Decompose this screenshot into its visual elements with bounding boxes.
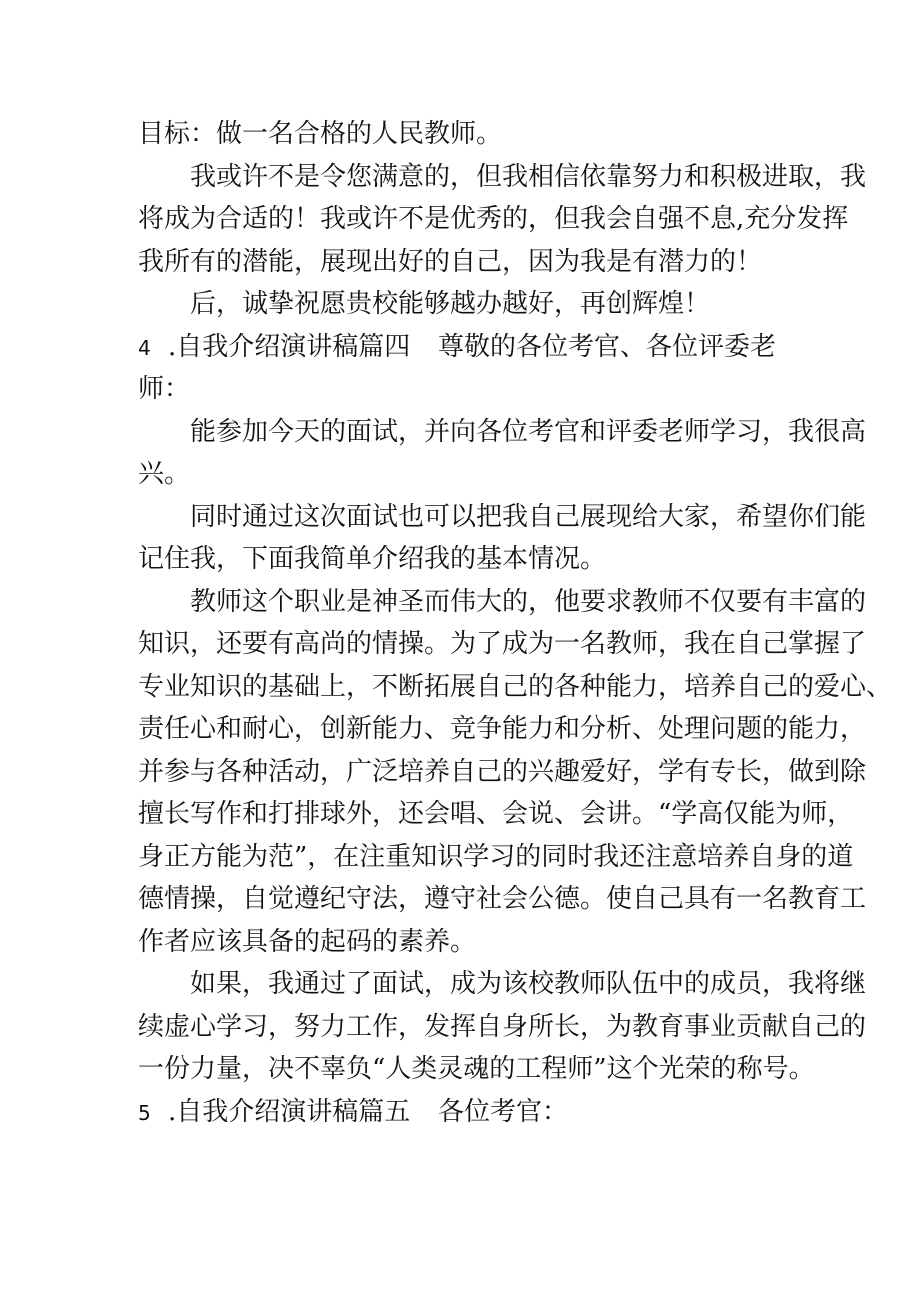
paragraph-line: 如果，我通过了面试，成为该校教师队伍中的成员，我将继: [190, 969, 867, 999]
paragraph-line: 同时通过这次面试也可以把我自己展现给大家，希望你们能: [190, 501, 867, 532]
section-heading-5: [138, 1091, 788, 1134]
paragraph-line: 我所有的潜能，展现出好的自己，因为我是有潜力的！: [138, 246, 763, 277]
section-number: 5: [138, 1100, 151, 1125]
paragraph-line: 记住我，下面我简单介绍我的基本情况。: [138, 544, 607, 574]
paragraph-line: 我或许不是令您满意的，但我相信依靠努力和积极进取，我: [190, 161, 867, 192]
paragraph-line: 德情操，自觉遵纪守法，遵守社会公德。使自己具有一名教育工: [138, 884, 867, 914]
paragraph-line: 身正方能为范”，在注重知识学习的同时我还注意培养自身的道: [138, 841, 854, 872]
paragraph-line: 续虚心学习，努力工作，发挥自身所长，为教育事业贡献自己的: [138, 1011, 867, 1042]
section-salutation: 各位考官：: [438, 1096, 569, 1127]
paragraph-line: 将成为合适的！我或许不是优秀的，但我会自强不息,充分发挥: [138, 204, 849, 234]
paragraph-line: 目标：做一名合格的人民教师。: [138, 119, 503, 149]
paragraph-line: 后，诚挚祝愿贵校能够越办越好，再创辉煌！: [190, 289, 711, 319]
paragraph-line: 作者应该具备的起码的素养。: [138, 926, 477, 957]
section-number: 4: [138, 335, 151, 360]
paragraph-line: 教师这个职业是神圣而伟大的，他要求教师不仅要有丰富的: [190, 586, 867, 617]
section-title: .自我介绍演讲稿篇五: [168, 1096, 411, 1127]
paragraph-line: 擅长写作和打排球外，还会唱、会说、会讲。“学高仅能为师，: [138, 799, 854, 829]
section-salutation: 尊敬的各位考官、各位评委老: [438, 331, 777, 362]
paragraph-line: 兴。: [138, 459, 191, 489]
section-heading-4: [138, 326, 788, 369]
paragraph-line: 并参与各种活动，广泛培养自己的兴趣爱好，学有专长，做到除: [138, 756, 867, 787]
paragraph-line: 师：: [138, 374, 191, 404]
paragraph-line: 专业知识的基础上，不断拓展自己的各种能力，培养自己的爱心、: [138, 671, 893, 702]
document-body: [138, 113, 893, 1133]
paragraph-line: 责任心和耐心，创新能力、竞争能力和分析、处理问题的能力，: [138, 714, 867, 744]
section-title: .自我介绍演讲稿篇四: [168, 331, 411, 362]
paragraph-line: 知识，还要有高尚的情操。为了成为一名教师，我在自己掌握了: [138, 629, 867, 659]
paragraph-line: 一份力量，决不辜负“人类灵魂的工程师”这个光荣的称号。: [138, 1054, 815, 1084]
paragraph-line: 能参加今天的面试，并向各位考官和评委老师学习，我很高: [190, 416, 867, 447]
